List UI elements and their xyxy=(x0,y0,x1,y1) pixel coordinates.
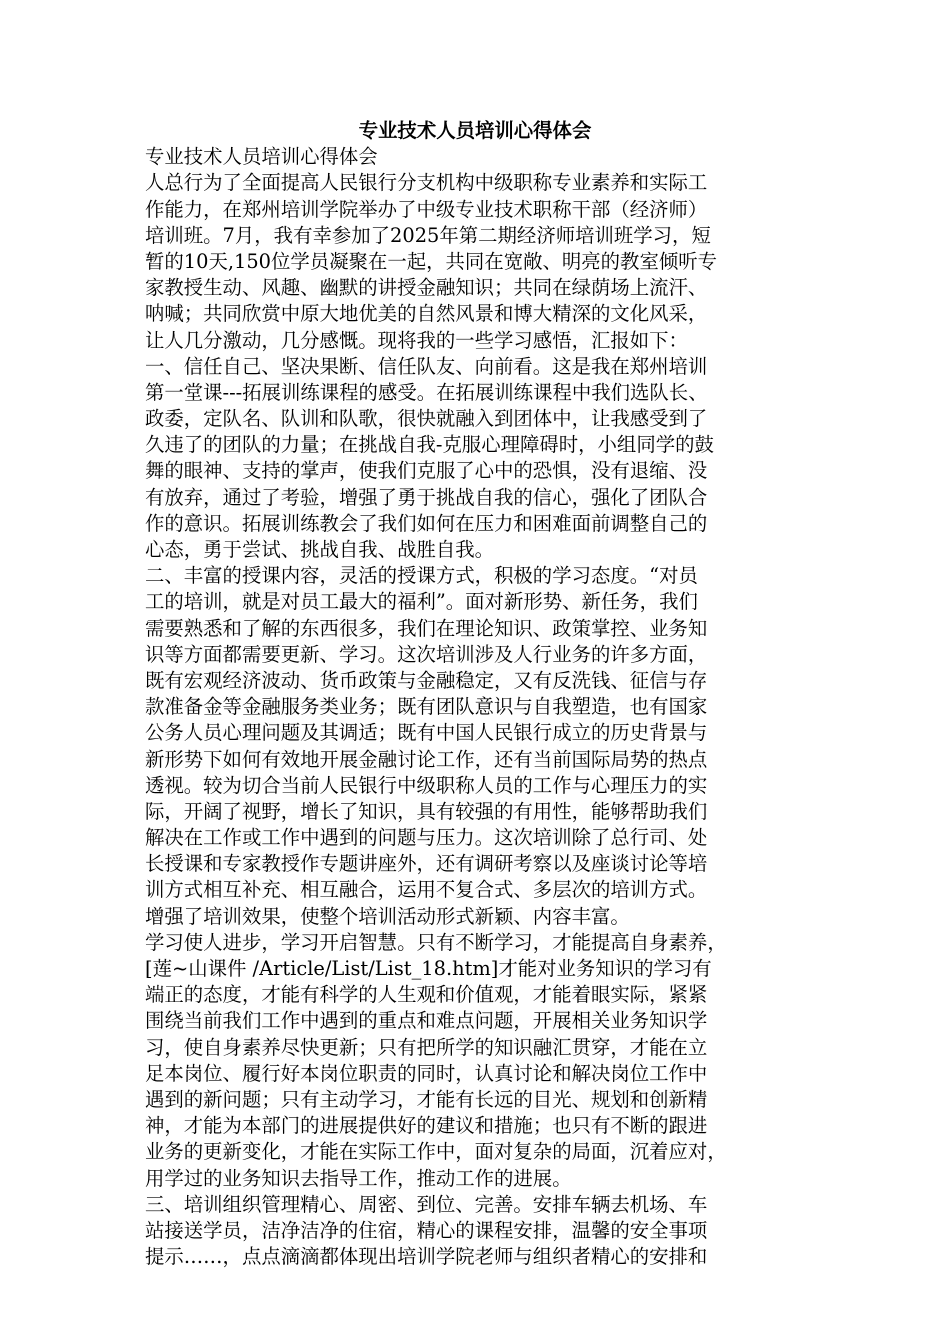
body-text-line: 人总行为了全面提高人民银行分支机构中级职称专业素养和实际工 xyxy=(145,171,708,195)
body-text-line: 既有宏观经济波动、货币政策与金融稳定，又有反洗钱、征信与存 xyxy=(145,668,708,692)
body-text-line: 二、丰富的授课内容，灵活的授课方式，积极的学习态度。“对员 xyxy=(145,564,698,588)
body-text-line: 解决在工作或工作中遇到的问题与压力。这次培训除了总行司、处 xyxy=(145,826,708,850)
body-text-line: 呐喊；共同欣赏中原大地优美的自然风景和博大精深的文化风采， xyxy=(145,302,708,326)
body-text-line: 久违了的团队的力量；在挑战自我-克服心理障碍时，小组同学的鼓 xyxy=(145,433,714,457)
body-text-line: 培训班。7月，我有幸参加了2025年第二期经济师培训班学习，短 xyxy=(145,223,711,247)
body-text-line: [莲~山课件 /Article/List/List_18.htm]才能对业务知识的学习有 xyxy=(145,957,712,981)
body-text-line: 围绕当前我们工作中遇到的重点和难点问题，开展相关业务知识学 xyxy=(145,1009,708,1033)
body-text-line: 作的意识。拓展训练教会了我们如何在压力和困难面前调整自己的 xyxy=(145,511,708,535)
body-text-line: 舞的眼神、支持的掌声，使我们克服了心中的恐惧，没有退缩、没 xyxy=(145,459,708,483)
body-text-line: 作能力，在郑州培训学院举办了中级专业技术职称干部（经济师） xyxy=(145,197,708,221)
body-text-line: 新形势下如何有效地开展金融讨论工作，还有当前国际局势的热点 xyxy=(145,747,708,771)
body-text-line: 工的培训，就是对员工最大的福利”。面对新形势、新任务，我们 xyxy=(145,590,698,614)
body-text-line: 第一堂课---拓展训练课程的感受。在拓展训练课程中我们选队长、 xyxy=(145,380,708,404)
document-page xyxy=(145,118,805,1270)
body-text-line: 足本岗位、履行好本岗位职责的同时，认真讨论和解决岗位工作中 xyxy=(145,1061,708,1085)
body-text-line: 神，才能为本部门的进展提供好的建议和措施；也只有不断的跟进 xyxy=(145,1114,708,1138)
body-text-line: 公务人员心理问题及其调适；既有中国人民银行成立的历史背景与 xyxy=(145,721,708,745)
body-text-line: 增强了培训效果，使整个培训活动形式新颖、内容丰富。 xyxy=(145,904,630,928)
body-text-line: 用学过的业务知识去指导工作，推动工作的进展。 xyxy=(145,1166,572,1190)
body-text-line: 专业技术人员培训心得体会 xyxy=(145,145,378,169)
body-text-line: 家教授生动、风趣、幽默的讲授金融知识；共同在绿荫场上流汗、 xyxy=(145,276,708,300)
body-text-line: 心态，勇于尝试、挑战自我、战胜自我。 xyxy=(145,538,495,562)
body-text-line: 三、培训组织管理精心、周密、到位、完善。安排车辆去机场、车 xyxy=(145,1192,708,1216)
body-text-line: 让人几分激动，几分感慨。现将我的一些学习感悟，汇报如下： xyxy=(145,328,688,352)
body-text-line: 有放弃，通过了考验，增强了勇于挑战自我的信心，强化了团队合 xyxy=(145,485,708,509)
body-text-line: 一、信任自己、坚决果断、信任队友、向前看。这是我在郑州培训 xyxy=(145,354,708,378)
body-text-line: 学习使人进步，学习开启智慧。只有不断学习，才能提高自身素养， xyxy=(145,930,727,954)
body-text-line: 际，开阔了视野，增长了知识，具有较强的有用性，能够帮助我们 xyxy=(145,799,708,823)
body-text-line: 需要熟悉和了解的东西很多，我们在理论知识、政策掌控、业务知 xyxy=(145,616,708,640)
body-text-line: 站接送学员，洁净洁净的住宿，精心的课程安排，温馨的安全事项 xyxy=(145,1218,708,1242)
body-text-line: 训方式相互补充、相互融合，运用不复合式、多层次的培训方式。 xyxy=(145,878,708,902)
body-text-line: 暂的10天,150位学员凝聚在一起，共同在宽敞、明亮的教室倾听专 xyxy=(145,249,718,273)
body-text-line: 政委，定队名、队训和队歌，很快就融入到团体中，让我感受到了 xyxy=(145,407,708,431)
document-body xyxy=(145,144,805,1270)
body-text-line: 遇到的新问题；只有主动学习，才能有长远的目光、规划和创新精 xyxy=(145,1087,708,1111)
body-text-line: 长授课和专家教授作专题讲座外，还有调研考察以及座谈讨论等培 xyxy=(145,852,708,876)
body-text-line: 端正的态度，才能有科学的人生观和价值观，才能着眼实际，紧紧 xyxy=(145,983,708,1007)
body-text-line: 款准备金等金融服务类业务；既有团队意识与自我塑造，也有国家 xyxy=(145,695,708,719)
body-text-line: 识等方面都需要更新、学习。这次培训涉及人行业务的许多方面， xyxy=(145,642,708,666)
document-title: 专业技术人员培训心得体会 xyxy=(358,119,592,142)
body-text-line: 习，使自身素养尽快更新；只有把所学的知识融汇贯穿，才能在立 xyxy=(145,1035,708,1059)
body-text-line: 业务的更新变化，才能在实际工作中，面对复杂的局面，沉着应对， xyxy=(145,1140,727,1164)
body-text-line: 透视。较为切合当前人民银行中级职称人员的工作与心理压力的实 xyxy=(145,773,708,797)
body-text-line: 提示……，点点滴滴都体现出培训学院老师与组织者精心的安排和 xyxy=(145,1245,708,1269)
